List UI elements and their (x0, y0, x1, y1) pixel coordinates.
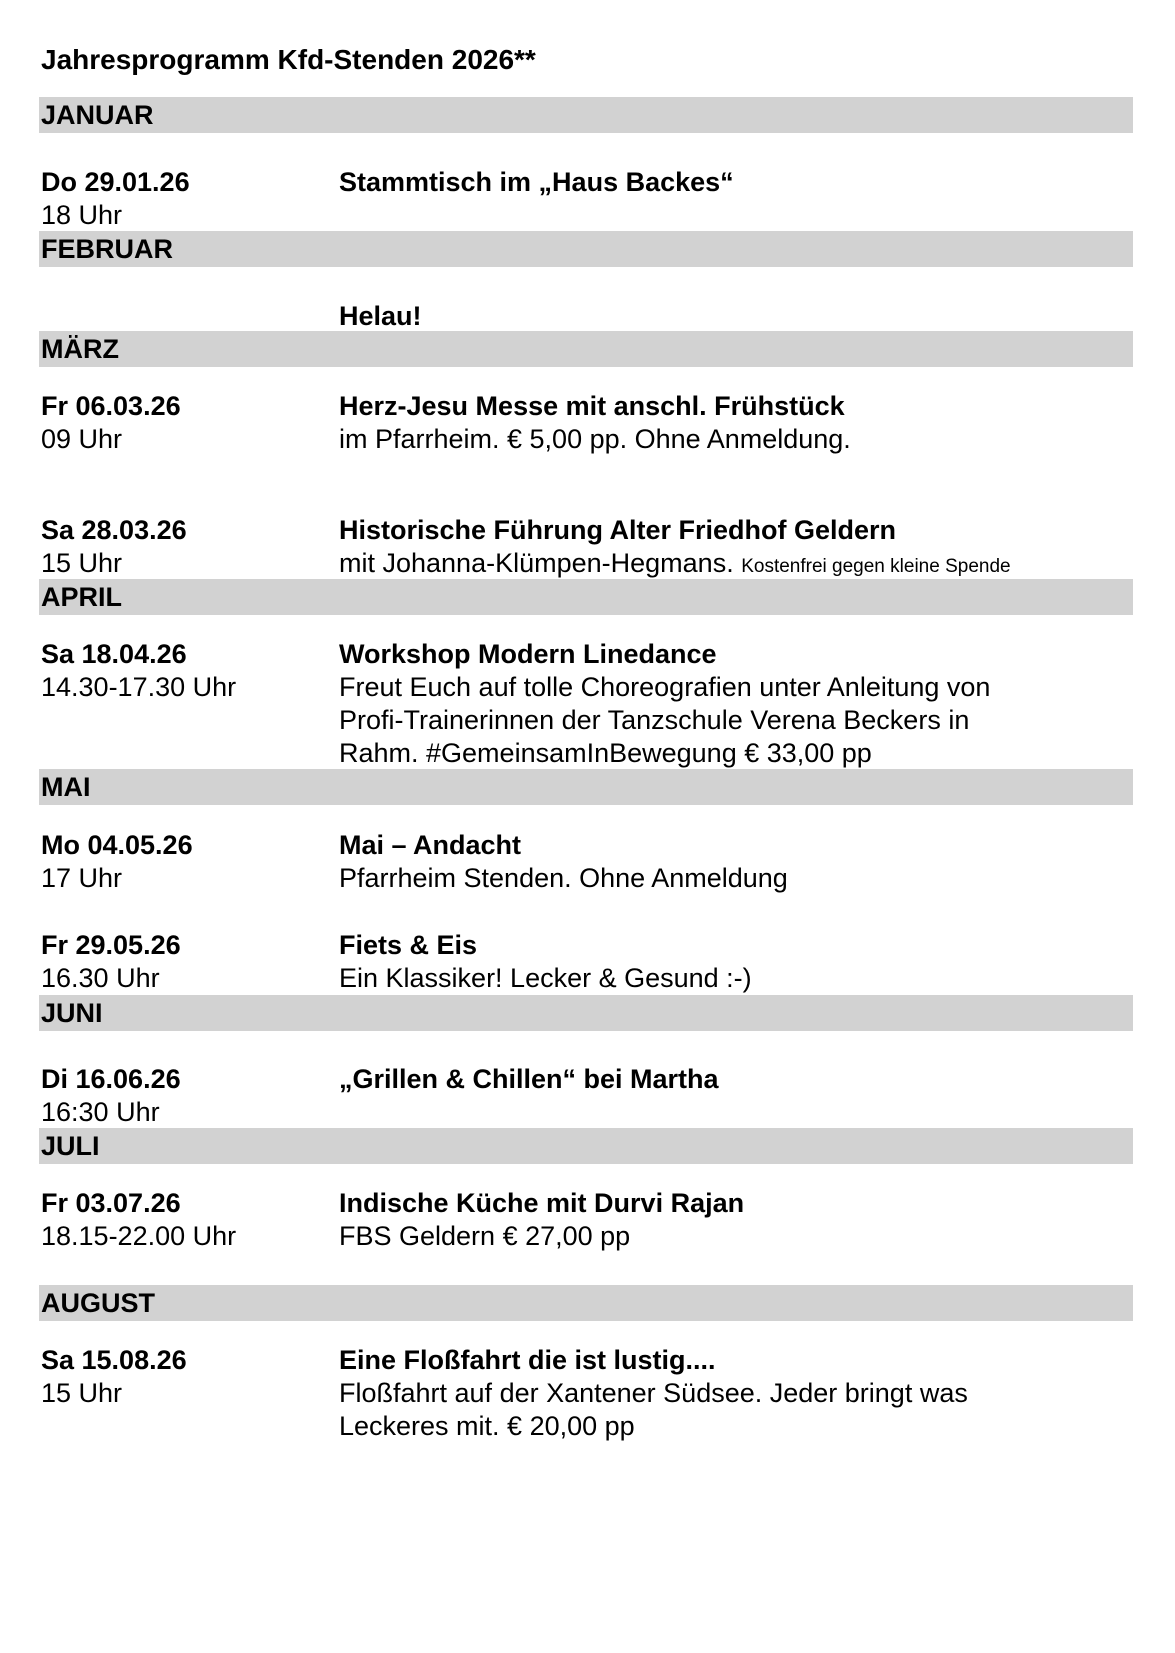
event-description: Freut Euch auf tolle Choreografien unter Anleitung von (339, 672, 991, 702)
event-date: Fr 06.03.26 (41, 391, 181, 421)
event-time: 16:30 Uhr (41, 1097, 160, 1127)
event-description: im Pfarrheim. € 5,00 pp. Ohne Anmeldung. (339, 424, 851, 454)
month-header-februar: FEBRUAR (39, 231, 1133, 267)
event-title: Fiets & Eis (339, 930, 478, 960)
month-header-juni: JUNI (39, 995, 1133, 1031)
event-time: 18 Uhr (41, 200, 123, 230)
event-date: Mo 04.05.26 (41, 830, 193, 860)
month-header-juli: JULI (39, 1128, 1133, 1164)
event-title: Historische Führung Alter Friedhof Geldern (339, 515, 897, 545)
event-time: 15 Uhr (41, 548, 123, 578)
event-time: 16.30 Uhr (41, 963, 160, 993)
event-date: Sa 15.08.26 (41, 1345, 187, 1375)
month-header-januar: JANUAR (39, 97, 1133, 133)
event-date: Di 16.06.26 (41, 1064, 181, 1094)
event-description-text: mit Johanna-Klümpen-Hegmans. (339, 548, 734, 578)
event-date: Sa 28.03.26 (41, 515, 187, 545)
event-title: Herz-Jesu Messe mit anschl. Frühstück (339, 391, 845, 421)
event-title: Indische Küche mit Durvi Rajan (339, 1188, 745, 1218)
event-time: 09 Uhr (41, 424, 123, 454)
event-title: Eine Floßfahrt die ist lustig.... (339, 1345, 716, 1375)
event-description: Floßfahrt auf der Xantener Südsee. Jeder bringt was (339, 1378, 968, 1408)
event-title: „Grillen & Chillen“ bei Martha (339, 1064, 719, 1094)
event-title: Helau! (339, 301, 422, 331)
event-title: Mai – Andacht (339, 830, 522, 860)
month-header-mai: MAI (39, 769, 1133, 805)
event-description: Leckeres mit. € 20,00 pp (339, 1411, 635, 1441)
event-title: Stammtisch im „Haus Backes“ (339, 167, 734, 197)
event-title: Workshop Modern Linedance (339, 639, 717, 669)
event-description: Ein Klassiker! Lecker & Gesund :-) (339, 963, 752, 993)
event-time: 18.15-22.00 Uhr (41, 1221, 237, 1251)
event-time: 17 Uhr (41, 863, 123, 893)
event-time: 15 Uhr (41, 1378, 123, 1408)
month-header-april: APRIL (39, 579, 1133, 615)
month-header-august: AUGUST (39, 1285, 1133, 1321)
event-date: Fr 03.07.26 (41, 1188, 181, 1218)
event-time: 14.30-17.30 Uhr (41, 672, 237, 702)
event-date: Do 29.01.26 (41, 167, 190, 197)
event-description: FBS Geldern € 27,00 pp (339, 1221, 631, 1251)
event-description: Pfarrheim Stenden. Ohne Anmeldung (339, 863, 788, 893)
month-header-maerz: MÄRZ (39, 331, 1133, 367)
event-description: Rahm. #GemeinsamInBewegung € 33,00 pp (339, 738, 872, 768)
event-date: Sa 18.04.26 (41, 639, 187, 669)
event-note: Kostenfrei gegen kleine Spende (741, 556, 1011, 577)
page-title: Jahresprogramm Kfd-Stenden 2026** (41, 44, 536, 75)
event-date: Fr 29.05.26 (41, 930, 181, 960)
event-description: Profi-Trainerinnen der Tanzschule Verena Beckers in (339, 705, 970, 735)
